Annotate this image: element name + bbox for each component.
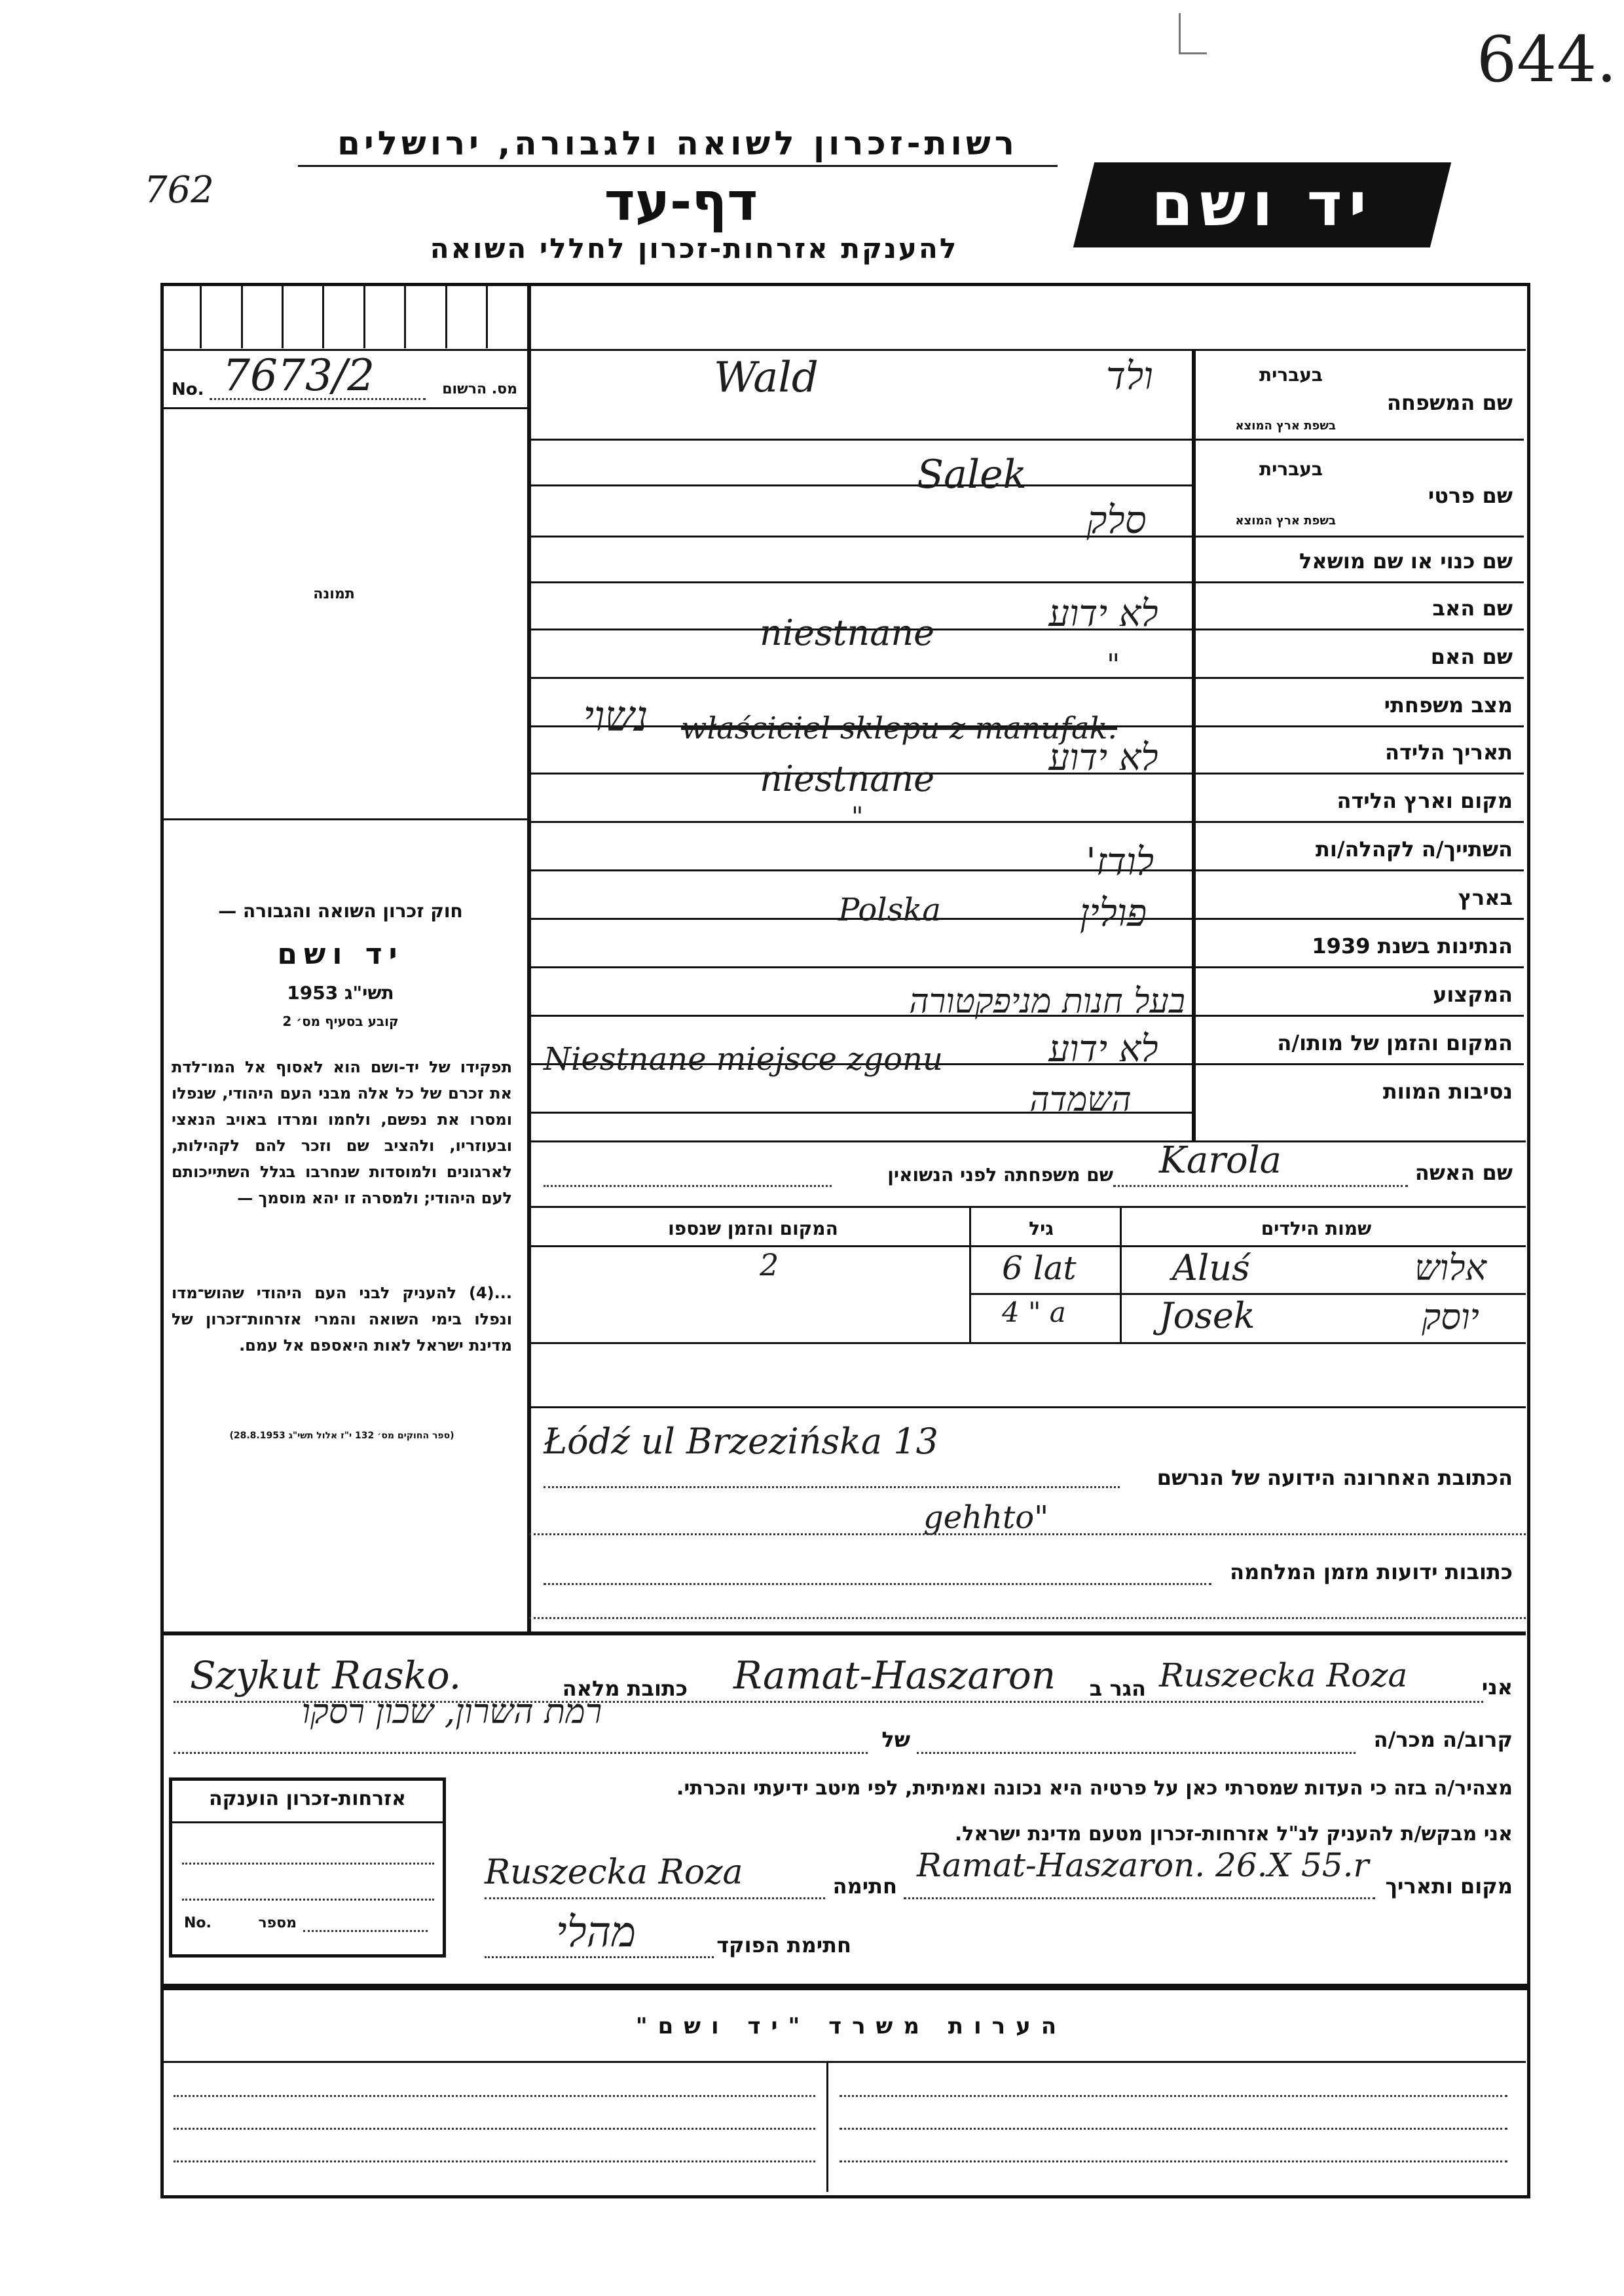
death-circumstances-label: נסיבות המוות bbox=[1382, 1079, 1513, 1104]
officer-signature: מהלי bbox=[555, 1908, 637, 1957]
law-year: תשי"ג 1953 bbox=[287, 982, 394, 1004]
value-row-line bbox=[529, 484, 1192, 486]
declaration-line-2: אני מבקש/ת להעניק לנ"ל אזרחות-זכרון מטעם מדינת ישראל. bbox=[954, 1823, 1513, 1846]
row-line bbox=[1193, 677, 1524, 679]
place-date-dotted bbox=[904, 1897, 1375, 1899]
child-name-hebrew: יוסק bbox=[1422, 1296, 1479, 1338]
birth-date-label: תאריך הלידה bbox=[1384, 740, 1513, 765]
marital-status-label: מצב משפחתי bbox=[1384, 693, 1513, 718]
value-row-line bbox=[529, 581, 1192, 583]
registration-divider bbox=[160, 407, 529, 409]
signature-value: Ruszecka Roza bbox=[485, 1853, 743, 1892]
photo-label: תמונה bbox=[313, 586, 355, 602]
file-number: 762 bbox=[144, 169, 214, 211]
declarant-name-2: Ruszecka Roza bbox=[1159, 1656, 1408, 1694]
children-header-names: שמות הילדים bbox=[1261, 1218, 1372, 1239]
wife-label: שם האשה bbox=[1414, 1160, 1513, 1185]
mother-name-value: " bbox=[1107, 648, 1120, 682]
left-column-divider bbox=[527, 283, 531, 1140]
row-line bbox=[1193, 1063, 1524, 1065]
country-value: פולין bbox=[1079, 890, 1147, 935]
law-name: יד ושם bbox=[277, 938, 404, 971]
corner-mark bbox=[1179, 13, 1207, 54]
community-label: השתייך/ה לקהלה/ות bbox=[1315, 837, 1513, 862]
of-label: של bbox=[881, 1727, 910, 1752]
stamp-number-label: מספר bbox=[258, 1915, 297, 1931]
child-name-native: Aluś bbox=[1172, 1247, 1250, 1288]
law-title: חוק זכרון השואה והגבורה — bbox=[218, 900, 463, 922]
full-address-label: כתובת מלאה bbox=[562, 1676, 688, 1701]
declarant-city: Ramat-Haszaron bbox=[733, 1653, 1056, 1698]
notes-dotted bbox=[840, 2128, 1507, 2130]
no-label: No. bbox=[172, 380, 204, 399]
value-row-line bbox=[529, 439, 1192, 441]
top-strip-box bbox=[445, 283, 447, 348]
wife-bottom-line bbox=[529, 1206, 1526, 1208]
first-name-value: Salek bbox=[917, 452, 1027, 498]
family-name-value: Wald bbox=[714, 354, 819, 402]
address-dotted bbox=[529, 1617, 1526, 1619]
notes-dotted bbox=[174, 2095, 815, 2097]
registration-label: מס. הרשום bbox=[442, 381, 517, 397]
last-address-label: הכתובת האחרונה הידועה של הנרשם bbox=[1156, 1465, 1513, 1490]
community-value: לודז' bbox=[1085, 839, 1154, 884]
birth-place-label: מקום וארץ הלידה bbox=[1337, 788, 1513, 813]
row-line bbox=[1193, 869, 1524, 871]
declaration-line-1: מצהיר/ה בזה כי העדות שמסרתי כאן על פרטיה היא נכונה ואמיתית, לפי מיטב ידיעתי והכרתי. bbox=[676, 1777, 1513, 1800]
mother-name-label: שם האם bbox=[1430, 644, 1513, 669]
country-native-value: Polska bbox=[838, 892, 941, 928]
children-bottom-line bbox=[529, 1342, 1526, 1344]
value-row-line bbox=[529, 677, 1192, 679]
family-name-hebrew-value: ולד bbox=[1106, 354, 1153, 398]
stamp-dotted bbox=[182, 1863, 434, 1865]
logo-text: יד ושם bbox=[1151, 170, 1373, 240]
children-header-line bbox=[529, 1245, 1526, 1247]
lower-left-divider bbox=[527, 1140, 531, 1631]
family-name-hebrew-label: בעברית bbox=[1259, 364, 1323, 386]
wife-top-line bbox=[529, 1140, 1526, 1142]
death-place-value: לא ידוע bbox=[1048, 1028, 1158, 1070]
address-top-line bbox=[529, 1406, 1526, 1408]
notes-dotted bbox=[840, 2095, 1507, 2097]
relation-label: קרוב/ה מכר/ה bbox=[1373, 1727, 1513, 1752]
child-name-hebrew: אלוש bbox=[1414, 1247, 1486, 1288]
value-row-line bbox=[529, 966, 1192, 968]
child-age: 4 " a bbox=[1002, 1296, 1066, 1328]
death-circumstances-value: השמדה bbox=[1029, 1080, 1132, 1120]
children-header-age: גיל bbox=[1029, 1218, 1054, 1239]
birth-date-native-value: niestnane bbox=[760, 758, 935, 799]
page-number: 644. bbox=[1477, 23, 1617, 96]
death-place-native-value: Niestnane miejsce zgonu bbox=[544, 1041, 943, 1078]
row-line bbox=[1193, 581, 1524, 583]
top-strip-box bbox=[241, 283, 243, 348]
wife-value: Karola bbox=[1159, 1139, 1282, 1182]
nickname-label: שם כנוי או שם מושאל bbox=[1299, 549, 1513, 574]
row-line bbox=[1193, 439, 1524, 441]
first-name-native-label: בשפת ארץ המוצא bbox=[1235, 514, 1336, 528]
birth-place-value: " bbox=[851, 802, 864, 832]
form-subtitle: להענקת אזרחות-זכרון לחללי השואה bbox=[430, 232, 959, 264]
stamp-line bbox=[172, 1821, 443, 1823]
authority-name: רשות-זכרון לשואה ולגבורה, ירושלים bbox=[337, 124, 1018, 162]
office-notes-divider bbox=[826, 2061, 828, 2192]
country-label: בארץ bbox=[1458, 885, 1513, 910]
address-dotted bbox=[529, 1533, 1526, 1535]
row-line bbox=[1193, 536, 1524, 538]
stamp-dotted bbox=[182, 1899, 434, 1901]
row-line bbox=[1193, 773, 1524, 774]
profession-label: המקצוע bbox=[1433, 982, 1513, 1007]
signature-label: חתימה bbox=[832, 1874, 897, 1899]
child-name-native: Josek bbox=[1159, 1295, 1255, 1336]
declarant-name: Szykut Rasko. bbox=[190, 1653, 462, 1698]
last-address-extra: gehhto" bbox=[923, 1499, 1049, 1536]
row-line bbox=[1193, 725, 1524, 727]
marital-status-native-value: właściciel sklepu z manufak. bbox=[681, 710, 1118, 746]
yad-vashem-logo bbox=[1073, 162, 1451, 247]
lives-label: הגר ב bbox=[1089, 1676, 1146, 1701]
stamp-title: אזרחות-זכרון הוענקה bbox=[208, 1787, 407, 1810]
top-strip-box bbox=[363, 283, 365, 348]
officer-label: חתימת הפוקד bbox=[716, 1933, 851, 1958]
row-line bbox=[1193, 821, 1524, 823]
children-col-line bbox=[969, 1206, 971, 1342]
father-name-native-value: niestnane bbox=[760, 612, 935, 653]
top-strip-box bbox=[322, 283, 324, 348]
law-clause: קובע בסעיף מס׳ 2 bbox=[282, 1013, 399, 1029]
row-line bbox=[1193, 918, 1524, 920]
top-strip-box bbox=[200, 283, 202, 348]
place-date-value: Ramat-Haszaron. 26.X 55.r bbox=[917, 1846, 1369, 1884]
father-name-value: לא ידוע bbox=[1048, 592, 1158, 635]
row-line bbox=[1193, 629, 1524, 630]
first-name-hebrew-value: סלק bbox=[1086, 498, 1147, 542]
family-name-label: שם המשפחה bbox=[1386, 390, 1513, 415]
law-text-1: תפקידו של יד-ושם הוא לאסוף אל המו־לדת את זכרם של כל אלה מבני העם היהודי, שנפלו ומסרו את נפשם, ולחמו ומרדו באויב הנאצי ובעוזריו, ולהציב שם וזכר להם לקהילות, לארגונים ולמוסדות שנחרבו בגלל השתייכותם לעם היהודי; ולמסרה זו יהא מוסמך — bbox=[172, 1058, 512, 1207]
authority-underline bbox=[298, 165, 1058, 167]
profession-value: בעל חנות מניפקטורה bbox=[909, 982, 1185, 1021]
form-title: דף-עד bbox=[604, 172, 758, 232]
photo-divider bbox=[160, 818, 529, 820]
wife-dotted bbox=[1113, 1185, 1408, 1187]
top-strip-box bbox=[404, 283, 406, 348]
stamp-number-dotted bbox=[303, 1930, 428, 1932]
citizenship-label: הנתינות בשנת 1939 bbox=[1312, 934, 1513, 958]
wartime-address-label: כתובות ידועות מזמן המלחמה bbox=[1230, 1559, 1513, 1584]
first-name-hebrew-label: בעברית bbox=[1259, 458, 1323, 480]
citizenship-stamp-box bbox=[169, 1777, 446, 1958]
last-address-dotted bbox=[544, 1486, 1120, 1488]
children-header-place: המקום והזמן שנספו bbox=[668, 1218, 838, 1239]
wife-maiden-label: שם משפחתה לפני הנשואין bbox=[887, 1164, 1113, 1186]
relation-dotted bbox=[917, 1752, 1356, 1754]
office-notes-frame bbox=[160, 1984, 1530, 2198]
row-line bbox=[1193, 966, 1524, 968]
declarant-top-line bbox=[160, 1631, 1526, 1635]
office-notes-title: הערות משרד "יד ושם" bbox=[635, 2013, 1067, 2039]
law-reference: (ספר החוקים מס׳ 132 י"ז אלול תשי"ג 28.8.1953) bbox=[229, 1430, 454, 1441]
last-address-value: Łódź ul Brzezińska 13 bbox=[544, 1421, 938, 1462]
first-name-label: שם פרטי bbox=[1428, 483, 1513, 508]
wartime-dotted bbox=[544, 1583, 1211, 1585]
labels-column-divider bbox=[1192, 349, 1196, 1141]
declarant-address-hebrew: רמת השרון, שכון רסקו bbox=[301, 1692, 602, 1732]
row-line bbox=[1193, 1015, 1524, 1017]
child-age: 6 lat bbox=[1002, 1249, 1077, 1287]
top-strip-box bbox=[282, 283, 284, 348]
death-place-label: המקום והזמן של מותו/ה bbox=[1277, 1030, 1513, 1055]
notes-dotted bbox=[174, 2128, 815, 2130]
registration-number: 7673/2 bbox=[223, 350, 375, 401]
family-name-native-label: בשפת ארץ המוצא bbox=[1235, 419, 1336, 433]
relation-of-dotted bbox=[174, 1752, 868, 1754]
father-name-label: שם האב bbox=[1432, 596, 1513, 621]
ani-label: אני bbox=[1481, 1675, 1513, 1700]
place-date-label: מקום ותאריך bbox=[1385, 1874, 1513, 1899]
birth-date-value: לא ידוע bbox=[1048, 737, 1158, 779]
notes-dotted bbox=[174, 2160, 815, 2162]
top-strip-box bbox=[486, 283, 488, 348]
child-place: 2 bbox=[760, 1247, 779, 1283]
stamp-no-label: No. bbox=[184, 1915, 212, 1931]
law-text-2: ...(4) להעניק לבני העם היהודי שהוש־מדו ונפלו בימי השואה והמרי אזרחות־זכרון של מדינת ישראל לאות היאספם אל עמם. bbox=[172, 1284, 512, 1355]
signature-dotted bbox=[485, 1897, 825, 1899]
children-col-line bbox=[1120, 1206, 1122, 1342]
wife-maiden-dotted bbox=[544, 1185, 832, 1187]
marital-status-value: נשוי bbox=[583, 693, 648, 741]
notes-dotted bbox=[840, 2160, 1507, 2162]
